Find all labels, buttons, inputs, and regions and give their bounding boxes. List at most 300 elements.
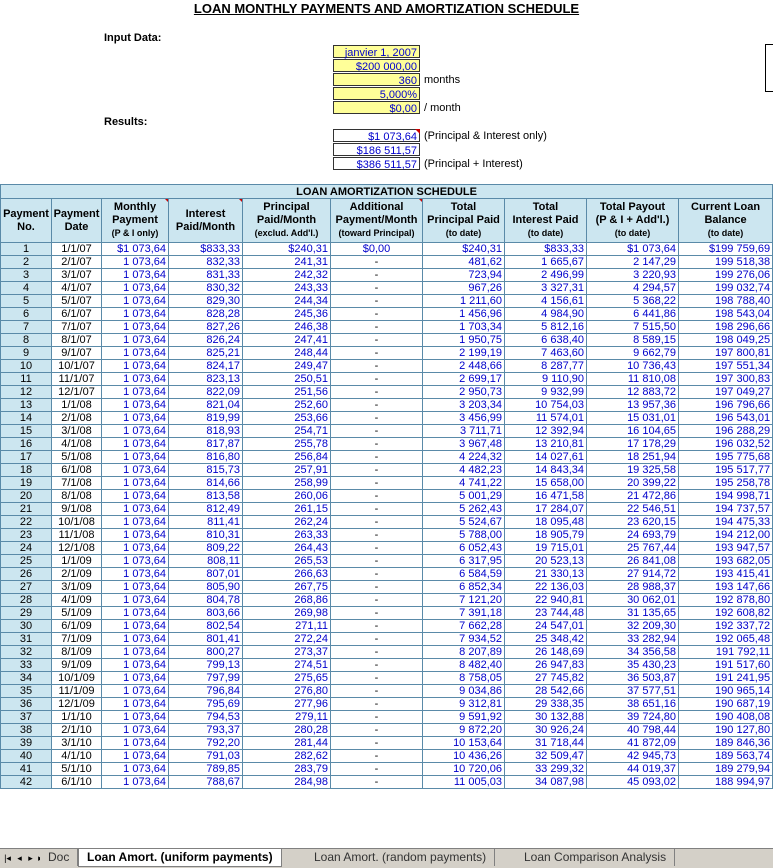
table-cell[interactable]: 18 251,94	[587, 451, 679, 464]
table-cell[interactable]: -	[331, 334, 423, 347]
table-cell[interactable]: 27 745,82	[505, 672, 587, 685]
table-cell[interactable]: 819,99	[169, 412, 243, 425]
table-cell[interactable]: -	[331, 412, 423, 425]
table-cell[interactable]: $240,31	[243, 243, 331, 256]
table-cell[interactable]: 1 665,67	[505, 256, 587, 269]
table-cell[interactable]: 199 032,74	[679, 282, 773, 295]
table-cell[interactable]: 11/1/09	[52, 685, 102, 698]
table-cell[interactable]: 1/1/09	[52, 555, 102, 568]
table-cell[interactable]: 9 591,92	[423, 711, 505, 724]
table-cell[interactable]: 21 472,86	[587, 490, 679, 503]
table-cell[interactable]: 242,32	[243, 269, 331, 282]
table-cell[interactable]: 1 073,64	[102, 334, 169, 347]
table-cell[interactable]: 9 662,79	[587, 347, 679, 360]
table-cell[interactable]: 189 846,36	[679, 737, 773, 750]
table-cell[interactable]: 30	[1, 620, 52, 633]
table-cell[interactable]: 196 032,52	[679, 438, 773, 451]
sheet-tab[interactable]: Loan Amort. (uniform payments)	[78, 849, 282, 867]
table-cell[interactable]: 37	[1, 711, 52, 724]
table-cell[interactable]: 5 001,29	[423, 490, 505, 503]
table-cell[interactable]: -	[331, 646, 423, 659]
table-cell[interactable]: 808,11	[169, 555, 243, 568]
table-cell[interactable]: 3/1/07	[52, 269, 102, 282]
sheet-tab[interactable]: Doc	[40, 849, 78, 866]
table-cell[interactable]: 31 135,65	[587, 607, 679, 620]
column-header[interactable]	[169, 199, 243, 243]
table-cell[interactable]: 33	[1, 659, 52, 672]
table-cell[interactable]: 1 073,64	[102, 737, 169, 750]
table-cell[interactable]: -	[331, 295, 423, 308]
table-cell[interactable]: -	[331, 672, 423, 685]
table-cell[interactable]: 1/1/10	[52, 711, 102, 724]
table-cell[interactable]: 19	[1, 477, 52, 490]
table-cell[interactable]: 193 147,66	[679, 581, 773, 594]
table-cell[interactable]: 35 430,23	[587, 659, 679, 672]
table-cell[interactable]: -	[331, 542, 423, 555]
table-cell[interactable]: 821,04	[169, 399, 243, 412]
table-cell[interactable]: 25 767,44	[587, 542, 679, 555]
table-cell[interactable]: 26 841,08	[587, 555, 679, 568]
table-cell[interactable]: 1 073,64	[102, 412, 169, 425]
table-cell[interactable]: 20	[1, 490, 52, 503]
table-cell[interactable]: 8/1/08	[52, 490, 102, 503]
table-cell[interactable]: 14	[1, 412, 52, 425]
table-cell[interactable]: 26 947,83	[505, 659, 587, 672]
table-cell[interactable]: 813,58	[169, 490, 243, 503]
column-header[interactable]	[679, 199, 773, 243]
table-cell[interactable]: 1 073,64	[102, 529, 169, 542]
table-cell[interactable]: 3 456,99	[423, 412, 505, 425]
table-cell[interactable]: 815,73	[169, 464, 243, 477]
table-cell[interactable]: 792,20	[169, 737, 243, 750]
table-cell[interactable]: 246,38	[243, 321, 331, 334]
table-cell[interactable]: 1 073,64	[102, 438, 169, 451]
table-cell[interactable]: 279,11	[243, 711, 331, 724]
table-cell[interactable]: 8/1/09	[52, 646, 102, 659]
table-cell[interactable]: 802,54	[169, 620, 243, 633]
table-cell[interactable]: 194 475,33	[679, 516, 773, 529]
table-cell[interactable]: 13 210,81	[505, 438, 587, 451]
table-cell[interactable]: 9 312,81	[423, 698, 505, 711]
table-cell[interactable]: 8 287,77	[505, 360, 587, 373]
table-cell[interactable]: 191 241,95	[679, 672, 773, 685]
table-cell[interactable]: 280,28	[243, 724, 331, 737]
table-cell[interactable]: 192 337,72	[679, 620, 773, 633]
table-cell[interactable]: 1 073,64	[102, 581, 169, 594]
table-cell[interactable]: 30 132,88	[505, 711, 587, 724]
sheet-tab[interactable]: Loan Amort. (random payments)	[306, 849, 495, 866]
table-cell[interactable]: 1	[1, 243, 52, 256]
table-cell[interactable]: 1 456,96	[423, 308, 505, 321]
table-cell[interactable]: 189 279,94	[679, 763, 773, 776]
table-cell[interactable]: 3 967,48	[423, 438, 505, 451]
table-cell[interactable]: 4/1/10	[52, 750, 102, 763]
table-cell[interactable]: 16 471,58	[505, 490, 587, 503]
table-cell[interactable]: 723,94	[423, 269, 505, 282]
table-cell[interactable]: 12	[1, 386, 52, 399]
table-cell[interactable]: -	[331, 464, 423, 477]
table-cell[interactable]: 9 932,99	[505, 386, 587, 399]
table-cell[interactable]: 9 872,20	[423, 724, 505, 737]
table-cell[interactable]: 284,98	[243, 776, 331, 789]
table-cell[interactable]: 1 073,64	[102, 516, 169, 529]
table-cell[interactable]: 9/1/08	[52, 503, 102, 516]
table-cell[interactable]: 37 577,51	[587, 685, 679, 698]
table-cell[interactable]: 4 224,32	[423, 451, 505, 464]
table-cell[interactable]: 276,80	[243, 685, 331, 698]
table-cell[interactable]: 192 065,48	[679, 633, 773, 646]
table-cell[interactable]: 788,67	[169, 776, 243, 789]
table-cell[interactable]: 38 651,16	[587, 698, 679, 711]
table-cell[interactable]: 197 300,83	[679, 373, 773, 386]
table-cell[interactable]: 194 998,71	[679, 490, 773, 503]
table-cell[interactable]: 4/1/07	[52, 282, 102, 295]
table-cell[interactable]: 1 211,60	[423, 295, 505, 308]
table-cell[interactable]: 6 852,34	[423, 581, 505, 594]
column-header[interactable]	[505, 199, 587, 243]
table-cell[interactable]: 32 509,47	[505, 750, 587, 763]
table-cell[interactable]: 274,51	[243, 659, 331, 672]
table-cell[interactable]: 5/1/10	[52, 763, 102, 776]
table-cell[interactable]: 32	[1, 646, 52, 659]
table-cell[interactable]: 31	[1, 633, 52, 646]
table-cell[interactable]: -	[331, 477, 423, 490]
table-cell[interactable]: 198 543,04	[679, 308, 773, 321]
table-cell[interactable]: 261,15	[243, 503, 331, 516]
table-cell[interactable]: 1 073,64	[102, 490, 169, 503]
table-cell[interactable]: -	[331, 451, 423, 464]
table-cell[interactable]: 2/1/09	[52, 568, 102, 581]
table-cell[interactable]: 1 073,64	[102, 464, 169, 477]
table-cell[interactable]: 8 482,40	[423, 659, 505, 672]
table-cell[interactable]: 796,84	[169, 685, 243, 698]
table-cell[interactable]: 6/1/10	[52, 776, 102, 789]
table-cell[interactable]: 7/1/08	[52, 477, 102, 490]
table-cell[interactable]: 32 209,30	[587, 620, 679, 633]
table-cell[interactable]: 1 073,64	[102, 256, 169, 269]
table-cell[interactable]: 17 178,29	[587, 438, 679, 451]
table-cell[interactable]: 10 436,26	[423, 750, 505, 763]
table-cell[interactable]: 794,53	[169, 711, 243, 724]
table-cell[interactable]: 825,21	[169, 347, 243, 360]
table-cell[interactable]: -	[331, 529, 423, 542]
table-cell[interactable]: 30 062,01	[587, 594, 679, 607]
table-cell[interactable]: 275,65	[243, 672, 331, 685]
table-cell[interactable]: -	[331, 763, 423, 776]
table-cell[interactable]: -	[331, 321, 423, 334]
table-cell[interactable]: 799,13	[169, 659, 243, 672]
table-cell[interactable]: 11/1/07	[52, 373, 102, 386]
table-cell[interactable]: 268,86	[243, 594, 331, 607]
table-cell[interactable]: 8 758,05	[423, 672, 505, 685]
table-cell[interactable]: 800,27	[169, 646, 243, 659]
table-cell[interactable]: 264,43	[243, 542, 331, 555]
table-cell[interactable]: 3 327,31	[505, 282, 587, 295]
column-header[interactable]	[102, 199, 169, 243]
table-cell[interactable]: 26 148,69	[505, 646, 587, 659]
table-cell[interactable]: 39 724,80	[587, 711, 679, 724]
table-cell[interactable]: 830,32	[169, 282, 243, 295]
column-header[interactable]	[1, 199, 52, 243]
table-cell[interactable]: 12/1/08	[52, 542, 102, 555]
table-cell[interactable]: 2 950,73	[423, 386, 505, 399]
table-cell[interactable]: 801,41	[169, 633, 243, 646]
table-cell[interactable]: 1 073,64	[102, 776, 169, 789]
table-cell[interactable]: 252,60	[243, 399, 331, 412]
table-cell[interactable]: 13	[1, 399, 52, 412]
table-cell[interactable]: 1 073,64	[102, 698, 169, 711]
table-cell[interactable]: 1 073,64	[102, 503, 169, 516]
table-cell[interactable]: 816,80	[169, 451, 243, 464]
table-cell[interactable]: 9/1/09	[52, 659, 102, 672]
table-cell[interactable]: 5 262,43	[423, 503, 505, 516]
table-cell[interactable]: 243,33	[243, 282, 331, 295]
table-cell[interactable]: 10 153,64	[423, 737, 505, 750]
table-cell[interactable]: 255,78	[243, 438, 331, 451]
table-cell[interactable]: 8	[1, 334, 52, 347]
table-cell[interactable]: -	[331, 425, 423, 438]
table-cell[interactable]: 195 517,77	[679, 464, 773, 477]
table-cell[interactable]: 822,09	[169, 386, 243, 399]
table-cell[interactable]: 25 348,42	[505, 633, 587, 646]
sheet-tab[interactable]: Loan Comparison Analysis	[516, 849, 675, 866]
table-cell[interactable]: 795,69	[169, 698, 243, 711]
table-cell[interactable]: 27 914,72	[587, 568, 679, 581]
table-cell[interactable]: 7 463,60	[505, 347, 587, 360]
table-cell[interactable]: 4 156,61	[505, 295, 587, 308]
table-cell[interactable]: 29	[1, 607, 52, 620]
table-cell[interactable]: 6 317,95	[423, 555, 505, 568]
table-cell[interactable]: 24 547,01	[505, 620, 587, 633]
table-cell[interactable]: 12 883,72	[587, 386, 679, 399]
table-cell[interactable]: 257,91	[243, 464, 331, 477]
table-cell[interactable]: 21	[1, 503, 52, 516]
table-cell[interactable]: 6 584,59	[423, 568, 505, 581]
table-cell[interactable]: 1 073,64	[102, 308, 169, 321]
input-value-cell[interactable]: janvier 1, 2007	[333, 45, 420, 58]
table-cell[interactable]: 1 073,64	[102, 295, 169, 308]
table-cell[interactable]: 195 258,78	[679, 477, 773, 490]
table-cell[interactable]: -	[331, 620, 423, 633]
table-cell[interactable]: -	[331, 750, 423, 763]
table-cell[interactable]: 1 073,64	[102, 750, 169, 763]
table-cell[interactable]: 258,99	[243, 477, 331, 490]
table-cell[interactable]: 2 448,66	[423, 360, 505, 373]
table-cell[interactable]: 28	[1, 594, 52, 607]
input-value-cell[interactable]: $0,00	[333, 101, 420, 114]
table-cell[interactable]: 1 073,64	[102, 763, 169, 776]
table-cell[interactable]: 16	[1, 438, 52, 451]
table-cell[interactable]: 9 034,86	[423, 685, 505, 698]
table-cell[interactable]: -	[331, 399, 423, 412]
table-cell[interactable]: -	[331, 737, 423, 750]
table-cell[interactable]: 1 073,64	[102, 646, 169, 659]
table-cell[interactable]: 256,84	[243, 451, 331, 464]
table-cell[interactable]: -	[331, 503, 423, 516]
table-cell[interactable]: 8 589,15	[587, 334, 679, 347]
table-cell[interactable]: 807,01	[169, 568, 243, 581]
table-cell[interactable]: 282,62	[243, 750, 331, 763]
first-sheet-nav-icon[interactable]: |◂	[4, 853, 11, 863]
table-cell[interactable]: 10/1/07	[52, 360, 102, 373]
table-cell[interactable]: 1 073,64	[102, 425, 169, 438]
table-cell[interactable]: 22 546,51	[587, 503, 679, 516]
table-cell[interactable]: 190 687,19	[679, 698, 773, 711]
table-cell[interactable]: 42	[1, 776, 52, 789]
table-cell[interactable]: 810,31	[169, 529, 243, 542]
table-cell[interactable]: 11	[1, 373, 52, 386]
table-cell[interactable]: 191 792,11	[679, 646, 773, 659]
column-header[interactable]	[331, 199, 423, 243]
table-cell[interactable]: 7 121,20	[423, 594, 505, 607]
table-cell[interactable]: -	[331, 516, 423, 529]
table-cell[interactable]: 21 330,13	[505, 568, 587, 581]
table-cell[interactable]: 196 288,29	[679, 425, 773, 438]
table-cell[interactable]: -	[331, 594, 423, 607]
table-cell[interactable]: 4	[1, 282, 52, 295]
table-cell[interactable]: 273,37	[243, 646, 331, 659]
table-cell[interactable]: 29 338,35	[505, 698, 587, 711]
table-cell[interactable]: 20 523,13	[505, 555, 587, 568]
table-cell[interactable]: 832,33	[169, 256, 243, 269]
table-cell[interactable]: 4/1/09	[52, 594, 102, 607]
table-cell[interactable]: 193 415,41	[679, 568, 773, 581]
table-cell[interactable]: 14 027,61	[505, 451, 587, 464]
table-cell[interactable]: 40 798,44	[587, 724, 679, 737]
table-cell[interactable]: 2/1/10	[52, 724, 102, 737]
table-cell[interactable]: 195 775,68	[679, 451, 773, 464]
table-cell[interactable]: 194 212,00	[679, 529, 773, 542]
table-cell[interactable]: 1 073,64	[102, 373, 169, 386]
table-cell[interactable]: 249,47	[243, 360, 331, 373]
table-cell[interactable]: 192 608,82	[679, 607, 773, 620]
table-cell[interactable]: $833,33	[505, 243, 587, 256]
prev-sheet-nav-icon[interactable]: ◂	[17, 853, 22, 863]
table-cell[interactable]: 19 325,58	[587, 464, 679, 477]
table-cell[interactable]: 5/1/08	[52, 451, 102, 464]
table-cell[interactable]: 1 073,64	[102, 568, 169, 581]
table-cell[interactable]: 38	[1, 724, 52, 737]
table-cell[interactable]: 3 711,71	[423, 425, 505, 438]
table-cell[interactable]: 481,62	[423, 256, 505, 269]
table-cell[interactable]: 271,11	[243, 620, 331, 633]
table-cell[interactable]: 41	[1, 763, 52, 776]
table-cell[interactable]: 198 049,25	[679, 334, 773, 347]
table-cell[interactable]: 9	[1, 347, 52, 360]
table-cell[interactable]: 5/1/09	[52, 607, 102, 620]
table-cell[interactable]: 269,98	[243, 607, 331, 620]
table-cell[interactable]: 6/1/09	[52, 620, 102, 633]
table-cell[interactable]: 244,34	[243, 295, 331, 308]
table-cell[interactable]: 24	[1, 542, 52, 555]
table-cell[interactable]: 812,49	[169, 503, 243, 516]
table-cell[interactable]: 2/1/08	[52, 412, 102, 425]
table-cell[interactable]: 829,30	[169, 295, 243, 308]
table-cell[interactable]: 3 203,34	[423, 399, 505, 412]
table-cell[interactable]: -	[331, 607, 423, 620]
table-cell[interactable]: 34	[1, 672, 52, 685]
table-cell[interactable]: 5	[1, 295, 52, 308]
table-cell[interactable]: -	[331, 386, 423, 399]
table-cell[interactable]: 6 638,40	[505, 334, 587, 347]
table-cell[interactable]: -	[331, 711, 423, 724]
table-cell[interactable]: 277,96	[243, 698, 331, 711]
table-cell[interactable]: 1 073,64	[102, 724, 169, 737]
table-cell[interactable]: 198 788,40	[679, 295, 773, 308]
table-cell[interactable]: -	[331, 256, 423, 269]
table-cell[interactable]: -	[331, 776, 423, 789]
table-cell[interactable]: 1 073,64	[102, 633, 169, 646]
table-cell[interactable]: 20 399,22	[587, 477, 679, 490]
table-cell[interactable]: 33 282,94	[587, 633, 679, 646]
table-cell[interactable]: 2/1/07	[52, 256, 102, 269]
table-cell[interactable]: 1 073,64	[102, 399, 169, 412]
table-cell[interactable]: 1 073,64	[102, 594, 169, 607]
table-cell[interactable]: 817,87	[169, 438, 243, 451]
table-cell[interactable]: -	[331, 438, 423, 451]
table-cell[interactable]: 245,36	[243, 308, 331, 321]
table-cell[interactable]: 797,99	[169, 672, 243, 685]
table-cell[interactable]: 1 073,64	[102, 269, 169, 282]
table-cell[interactable]: 199 518,38	[679, 256, 773, 269]
table-cell[interactable]: 36	[1, 698, 52, 711]
table-cell[interactable]: 197 049,27	[679, 386, 773, 399]
table-cell[interactable]: 5/1/07	[52, 295, 102, 308]
table-cell[interactable]: 18 095,48	[505, 516, 587, 529]
table-cell[interactable]: -	[331, 555, 423, 568]
table-cell[interactable]: 2	[1, 256, 52, 269]
table-cell[interactable]: 2 496,99	[505, 269, 587, 282]
table-cell[interactable]: 809,22	[169, 542, 243, 555]
table-cell[interactable]: 15	[1, 425, 52, 438]
input-value-cell[interactable]: 5,000%	[333, 87, 420, 100]
table-cell[interactable]: 190 408,08	[679, 711, 773, 724]
table-cell[interactable]: 188 994,97	[679, 776, 773, 789]
table-cell[interactable]: 8/1/07	[52, 334, 102, 347]
table-cell[interactable]: 281,44	[243, 737, 331, 750]
table-cell[interactable]: 196 796,66	[679, 399, 773, 412]
table-cell[interactable]: 967,26	[423, 282, 505, 295]
table-cell[interactable]: 17	[1, 451, 52, 464]
table-cell[interactable]: 40	[1, 750, 52, 763]
result-value-cell[interactable]: $386 511,57	[333, 157, 420, 170]
table-cell[interactable]: -	[331, 568, 423, 581]
table-cell[interactable]: 26	[1, 568, 52, 581]
table-cell[interactable]: 789,85	[169, 763, 243, 776]
table-cell[interactable]: 10 754,03	[505, 399, 587, 412]
table-cell[interactable]: 197 800,81	[679, 347, 773, 360]
table-cell[interactable]: 3/1/10	[52, 737, 102, 750]
table-cell[interactable]: 192 878,80	[679, 594, 773, 607]
table-cell[interactable]: 190 965,14	[679, 685, 773, 698]
table-cell[interactable]: 7 934,52	[423, 633, 505, 646]
table-cell[interactable]: 260,06	[243, 490, 331, 503]
table-cell[interactable]: 826,24	[169, 334, 243, 347]
table-cell[interactable]: 823,13	[169, 373, 243, 386]
table-cell[interactable]: -	[331, 373, 423, 386]
table-cell[interactable]: 5 812,16	[505, 321, 587, 334]
table-cell[interactable]: 7	[1, 321, 52, 334]
table-cell[interactable]: 7 662,28	[423, 620, 505, 633]
table-cell[interactable]: 793,37	[169, 724, 243, 737]
table-cell[interactable]: 196 543,01	[679, 412, 773, 425]
table-cell[interactable]: 6 441,86	[587, 308, 679, 321]
table-cell[interactable]: -	[331, 282, 423, 295]
table-cell[interactable]: 23 620,15	[587, 516, 679, 529]
table-cell[interactable]: 11 574,01	[505, 412, 587, 425]
table-cell[interactable]: 15 658,00	[505, 477, 587, 490]
column-header[interactable]	[423, 199, 505, 243]
